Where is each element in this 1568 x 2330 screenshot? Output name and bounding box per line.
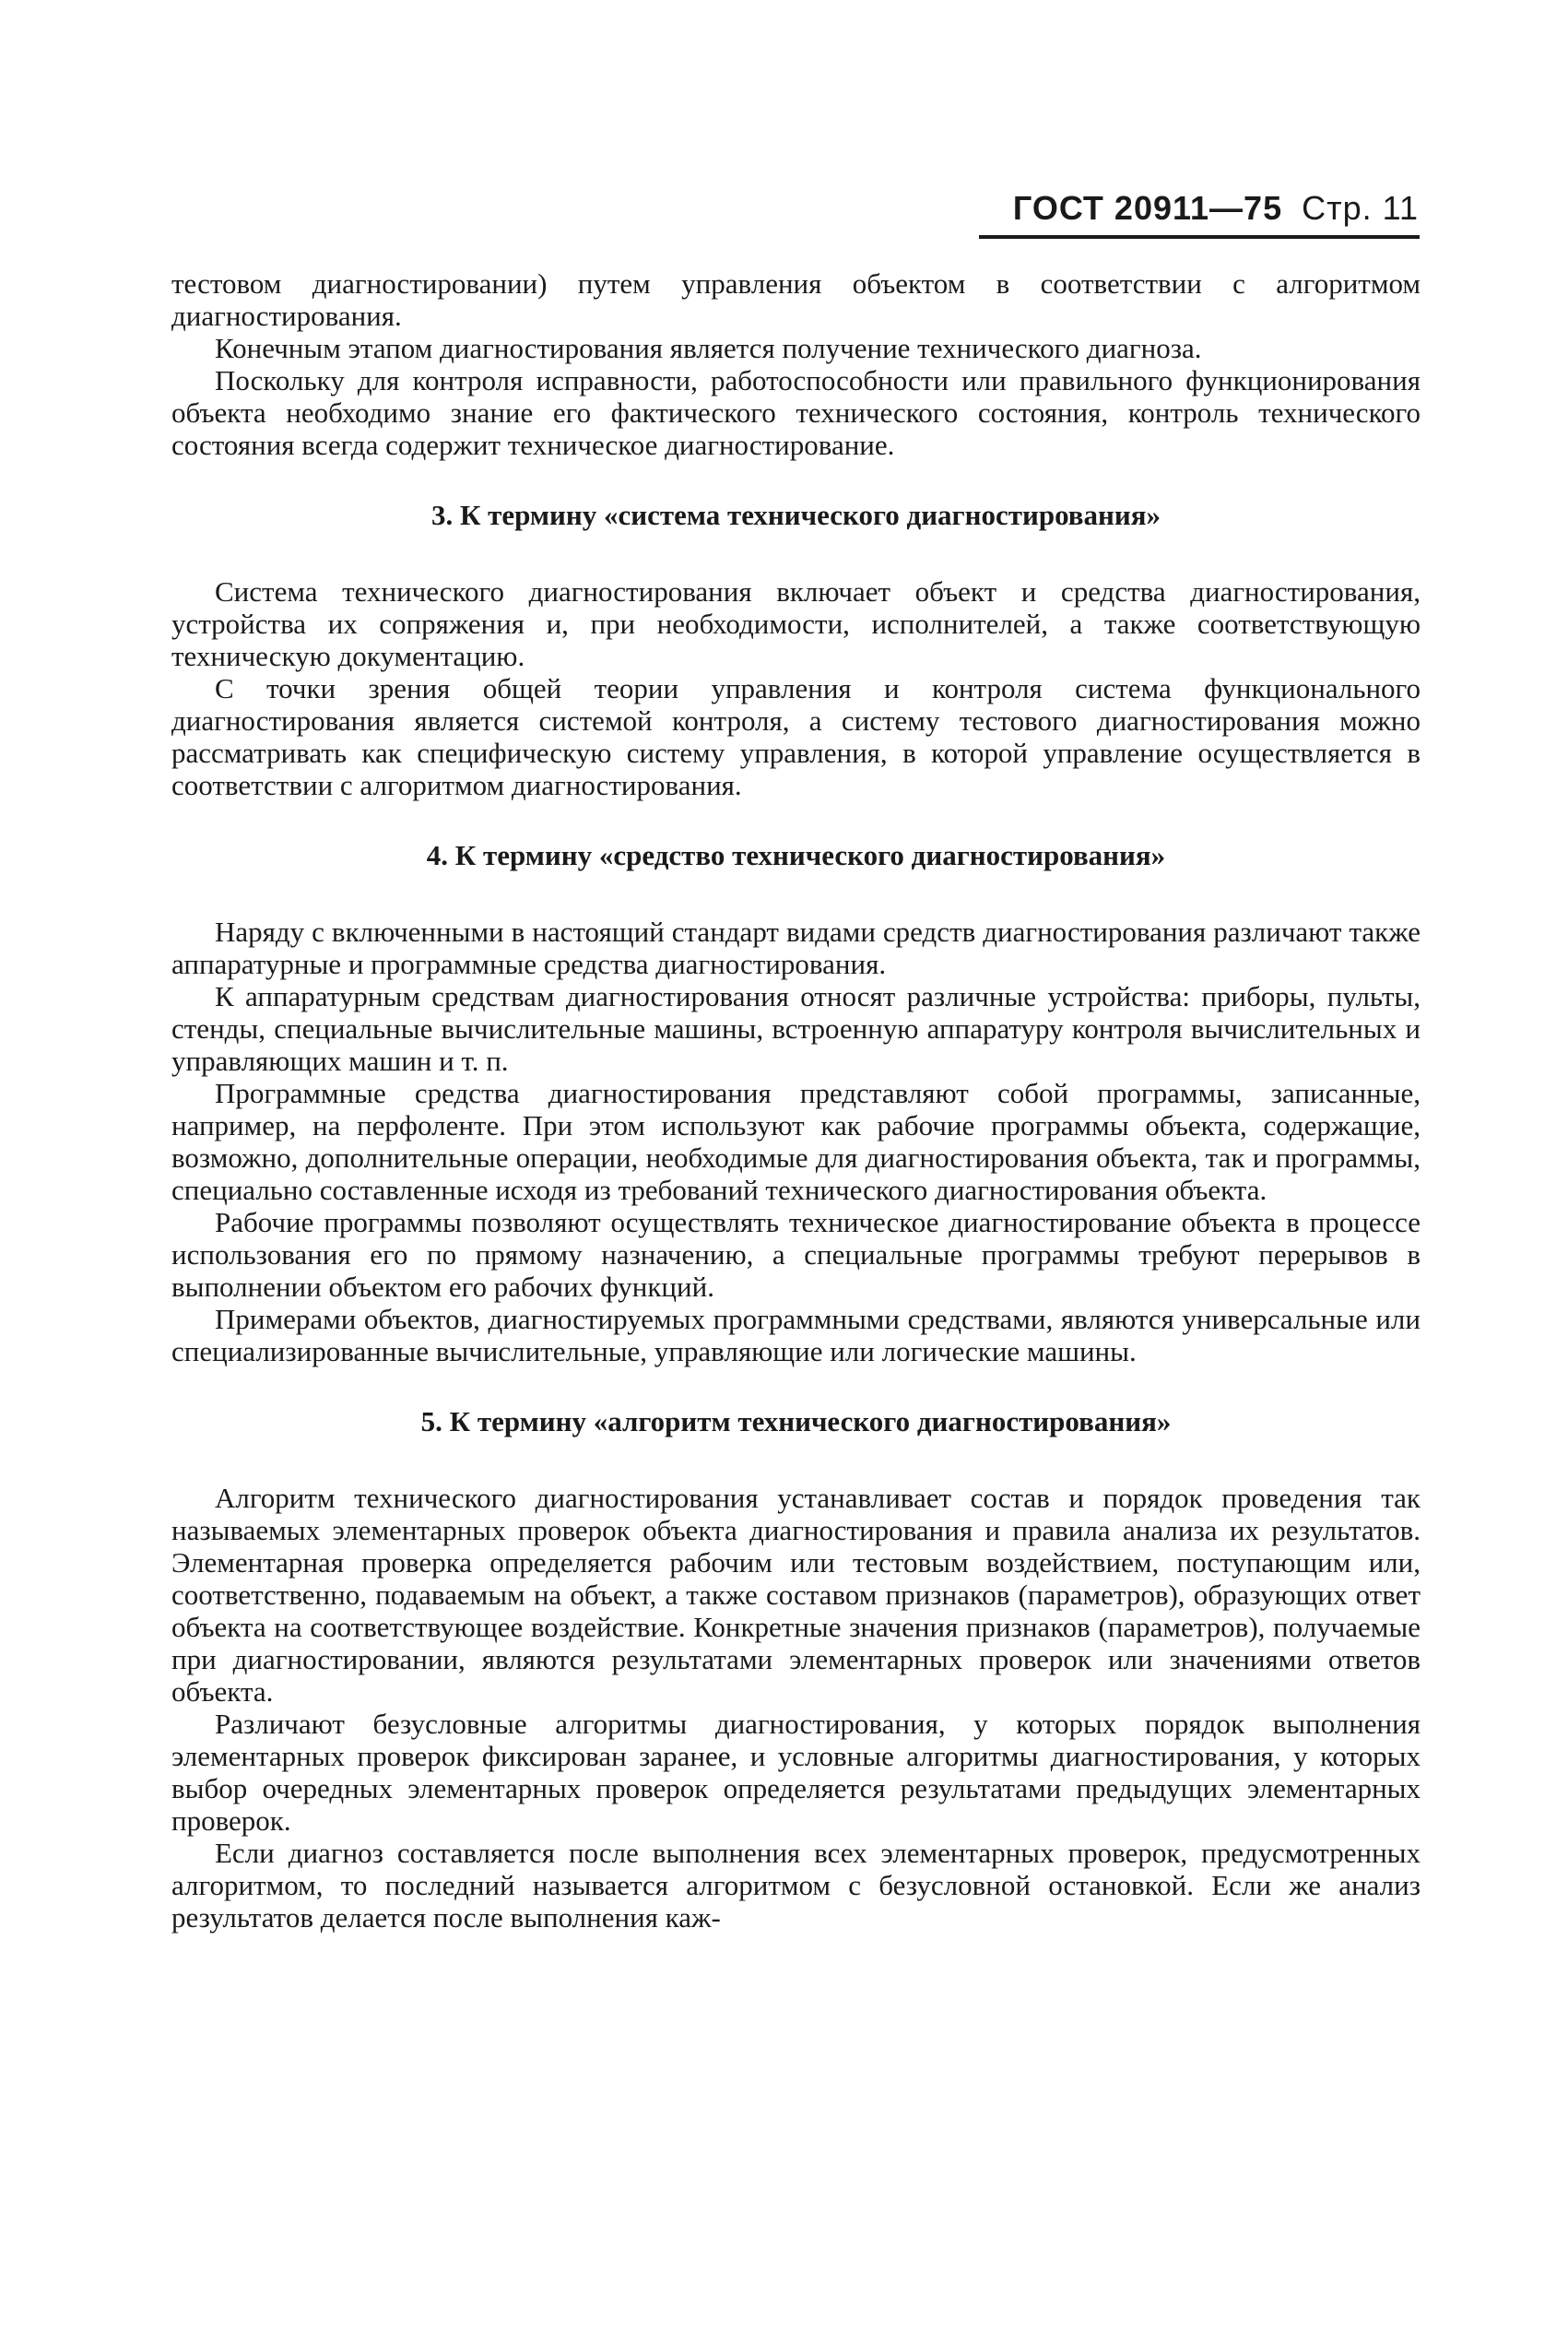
page-number: Стр. 11 [1302, 189, 1419, 227]
paragraph: Примерами объектов, диагностируемых программными средствами, являются универсальные или специализированные вычислительные, управляющие или логические машины. [171, 1303, 1421, 1367]
paragraph: Наряду с включенными в настоящий стандарт видами средств диагностирования различают также аппаратурные и программные средства диагностирования. [171, 916, 1421, 980]
paragraph: тестовом диагностировании) путем управления объектом в соответствии с алгоритмом диагностирования. [171, 267, 1421, 332]
paragraph: Алгоритм технического диагностирования устанавливает состав и порядок проведения так называемых элементарных проверок объекта диагностирования и правила анализа их результатов. Элементарная проверка определяется рабочим или тестовым воздействием, поступающим или, соответственно, подаваемым на объект, а также составом признаков (параметров), образующих ответ объекта на соответствующее воздействие. Конкретные значения признаков (параметров), получаемые при диагностировании, являются результатами элементарных проверок или значениями ответов объекта. [171, 1482, 1421, 1708]
paragraph: Конечным этапом диагностирования является получение технического диагноза. [215, 332, 1202, 364]
section-heading-4: 4. К термину «средство технического диагностирования» [426, 839, 1166, 871]
running-header [1013, 189, 1419, 228]
paragraph: Поскольку для контроля исправности, работоспособности или правильного функционирования объекта необходимо знание его фактического технического состояния, контроль технического состояния всегда содержит техническое диагностирование. [171, 364, 1421, 461]
paragraph: Различают безусловные алгоритмы диагностирования, у которых порядок выполнения элементарных проверок фиксирован заранее, и условные алгоритмы диагностирования, у которых выбор очередных элементарных проверок определяется результатами предыдущих элементарных проверок. [171, 1708, 1421, 1837]
section-heading-3: 3. К термину «система технического диагностирования» [430, 499, 1161, 531]
paragraph: Система технического диагностирования включает объект и средства диагностирования, устройства их сопряжения и, при необходимости, исполнителей, а также соответствующую техническую документацию. [171, 575, 1421, 672]
standard-number: ГОСТ 20911—75 [1012, 189, 1283, 227]
body-text [171, 267, 1421, 1934]
paragraph: Программные средства диагностирования представляют собой программы, записанные, например, на перфоленте. При этом используют как рабочие программы объекта, содержащие, возможно, дополнительные операции, необходимые для диагностирования объекта, так и программы, специально составленные исходя из требований технического диагностирования объекта. [171, 1077, 1421, 1206]
header-rule [979, 235, 1420, 239]
section-heading-5: 5. К термину «алгоритм технического диагностирования» [420, 1405, 1172, 1437]
paragraph: К аппаратурным средствам диагностирования относят различные устройства: приборы, пульты, стенды, специальные вычислительные машины, встроенную аппаратуру контроля вычислительных и управляющих машин и т. п. [171, 980, 1421, 1077]
paragraph: Рабочие программы позволяют осуществлять техническое диагностирование объекта в процессе использования его по прямому назначению, а специальные программы требуют перерывов в выполнении объектом его рабочих функций. [171, 1206, 1421, 1303]
paragraph: С точки зрения общей теории управления и контроля система функционального диагностирования является системой контроля, а систему тестового диагностирования можно рассматривать как специфическую систему управления, в которой управление осуществляется в соответствии с алгоритмом диагностирования. [171, 672, 1421, 801]
paragraph: Если диагноз составляется после выполнения всех элементарных проверок, предусмотренных алгоритмом, то последний называется алгоритмом с безусловной остановкой. Если же анализ результатов делается после выполнения каж- [171, 1837, 1421, 1934]
